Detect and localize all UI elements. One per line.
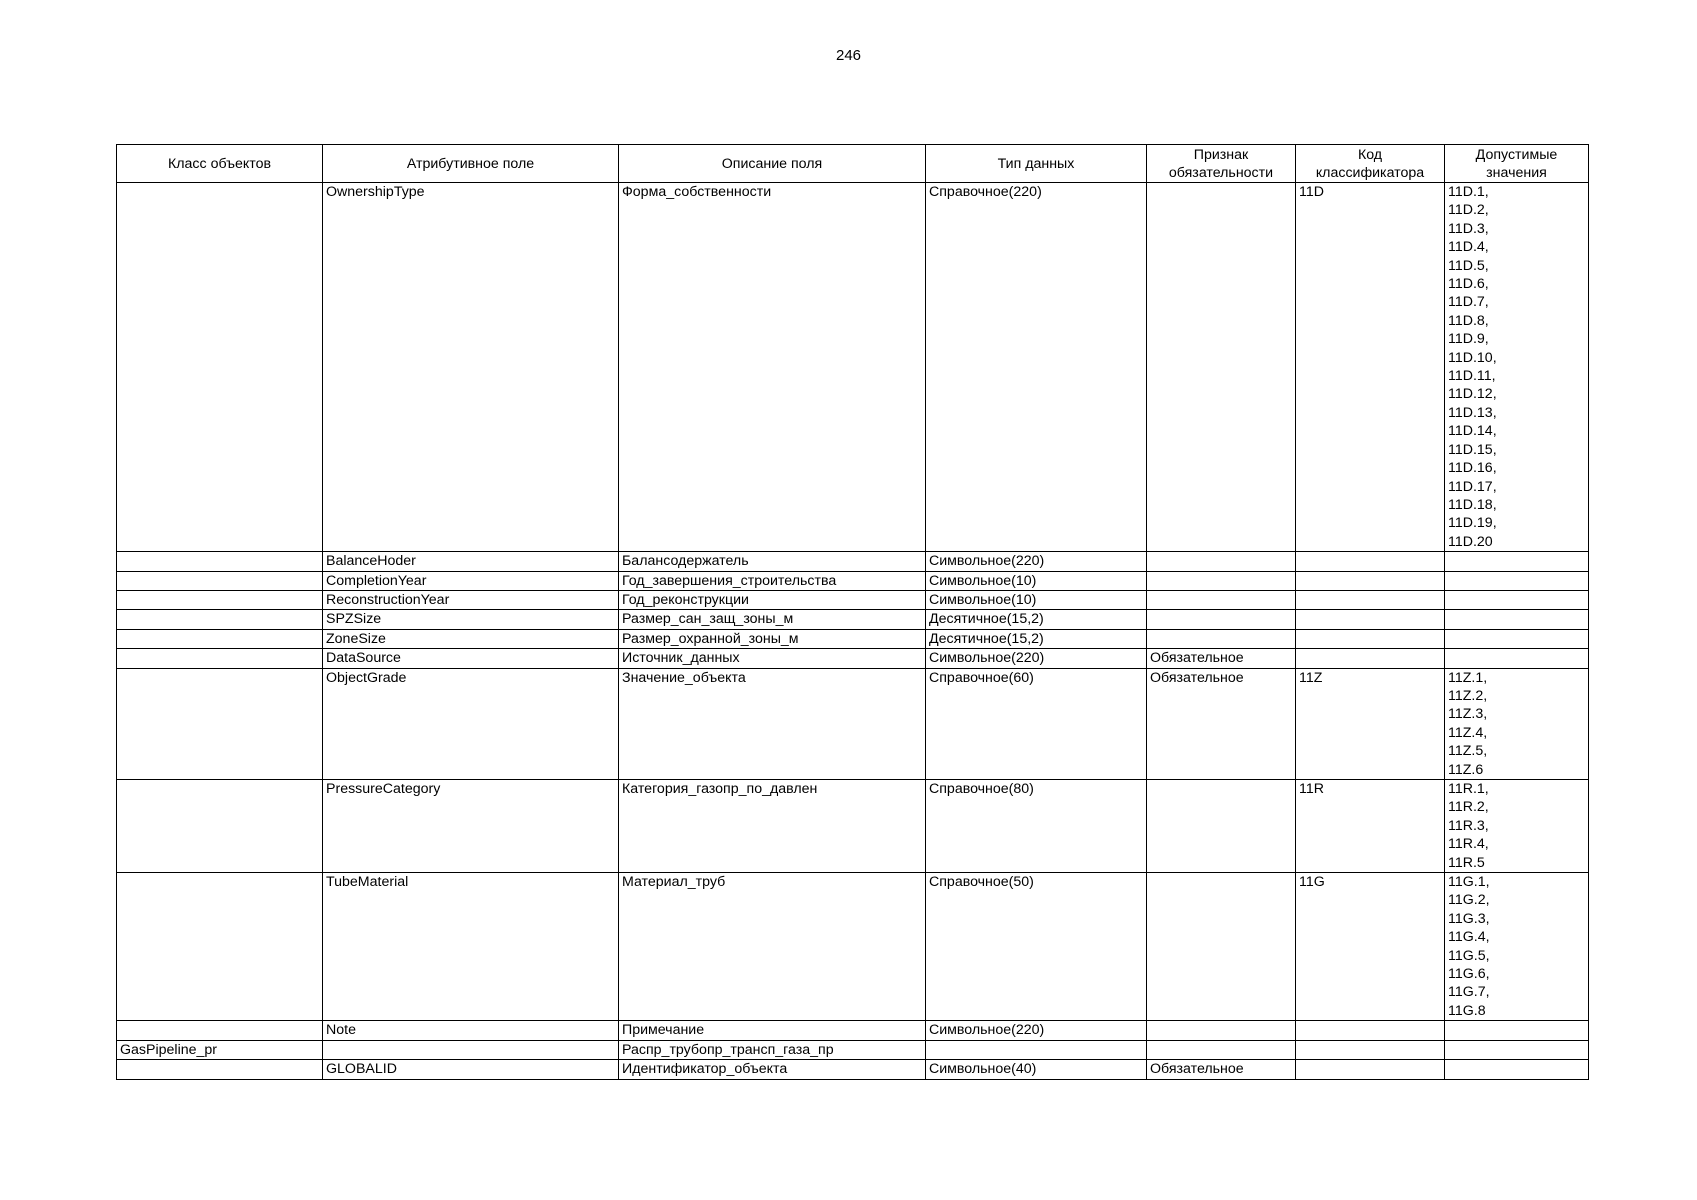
classifier-code-cell: [1296, 610, 1445, 629]
field-description-cell: Балансодержатель: [619, 552, 926, 571]
table-row: [117, 571, 1589, 590]
allowed-values-cell: 11G.1, 11G.2, 11G.3, 11G.4, 11G.5, 11G.6, 11G.7, 11G.8: [1445, 873, 1589, 1021]
field-description-cell: Идентификатор_объекта: [619, 1060, 926, 1079]
attribute-field-cell: DataSource: [323, 649, 619, 668]
object-class-cell: [117, 873, 323, 1021]
attribute-field-cell: GLOBALID: [323, 1060, 619, 1079]
table-row: [117, 1021, 1589, 1040]
table-row: [117, 629, 1589, 648]
table-header-row: [117, 145, 1589, 183]
allowed-values-cell: 11D.1, 11D.2, 11D.3, 11D.4, 11D.5, 11D.6, 11D.7, 11D.8, 11D.9, 11D.10, 11D.11, 11D.12, 11D.13, 11D.14, 11D.15, 11D.16, 11D.17, 11D.18, 11D.19, 11D.20: [1445, 183, 1589, 552]
field-description-cell: Распр_трубопр_трансп_газа_пр: [619, 1040, 926, 1059]
data-type-cell: Символьное(40): [926, 1060, 1147, 1079]
data-type-cell: Символьное(10): [926, 571, 1147, 590]
classifier-code-cell: [1296, 571, 1445, 590]
table-row: [117, 610, 1589, 629]
attribute-field-cell: PressureCategory: [323, 780, 619, 873]
data-type-cell: Десятичное(15,2): [926, 629, 1147, 648]
table-row: [117, 873, 1589, 1021]
mandatory-flag-cell: [1147, 183, 1296, 552]
field-description-cell: Категория_газопр_по_давлен: [619, 780, 926, 873]
data-type-cell: Десятичное(15,2): [926, 610, 1147, 629]
attribute-field-cell: [323, 1040, 619, 1059]
field-description-cell: Размер_охранной_зоны_м: [619, 629, 926, 648]
object-class-cell: [117, 552, 323, 571]
table-row: [117, 1060, 1589, 1079]
field-description-cell: Значение_объекта: [619, 668, 926, 779]
classifier-code-cell: 11R: [1296, 780, 1445, 873]
attribute-field-cell: TubeMaterial: [323, 873, 619, 1021]
data-type-cell: Символьное(220): [926, 649, 1147, 668]
table-row: [117, 1040, 1589, 1059]
allowed-values-cell: [1445, 610, 1589, 629]
data-type-cell: Справочное(80): [926, 780, 1147, 873]
header-allowed-values: Допустимые значения: [1445, 145, 1589, 183]
classifier-code-cell: 11D: [1296, 183, 1445, 552]
classifier-code-cell: [1296, 552, 1445, 571]
allowed-values-cell: [1445, 552, 1589, 571]
allowed-values-cell: [1445, 1060, 1589, 1079]
object-class-cell: [117, 183, 323, 552]
header-data-type: Тип данных: [926, 145, 1147, 183]
allowed-values-cell: [1445, 1021, 1589, 1040]
mandatory-flag-cell: [1147, 873, 1296, 1021]
data-type-cell: Символьное(10): [926, 590, 1147, 609]
field-description-cell: Размер_сан_защ_зоны_м: [619, 610, 926, 629]
field-description-cell: Год_реконструкции: [619, 590, 926, 609]
object-class-cell: [117, 668, 323, 779]
header-mandatory-flag: Признак обязательности: [1147, 145, 1296, 183]
object-class-cell: [117, 649, 323, 668]
allowed-values-cell: [1445, 649, 1589, 668]
classifier-code-cell: [1296, 1021, 1445, 1040]
classifier-code-cell: 11Z: [1296, 668, 1445, 779]
attribute-field-cell: Note: [323, 1021, 619, 1040]
classifier-code-cell: [1296, 1040, 1445, 1059]
attribute-field-cell: ReconstructionYear: [323, 590, 619, 609]
classifier-code-cell: [1296, 590, 1445, 609]
attribute-field-cell: SPZSize: [323, 610, 619, 629]
object-class-cell: [117, 1021, 323, 1040]
mandatory-flag-cell: Обязательное: [1147, 668, 1296, 779]
header-attribute-field: Атрибутивное поле: [323, 145, 619, 183]
classifier-code-cell: [1296, 1060, 1445, 1079]
allowed-values-cell: [1445, 629, 1589, 648]
allowed-values-cell: [1445, 571, 1589, 590]
mandatory-flag-cell: [1147, 629, 1296, 648]
field-description-cell: Материал_труб: [619, 873, 926, 1021]
field-description-cell: Год_завершения_строительства: [619, 571, 926, 590]
mandatory-flag-cell: [1147, 571, 1296, 590]
classifier-code-cell: 11G: [1296, 873, 1445, 1021]
mandatory-flag-cell: [1147, 610, 1296, 629]
mandatory-flag-cell: [1147, 1040, 1296, 1059]
table-row: [117, 649, 1589, 668]
data-type-cell: Справочное(50): [926, 873, 1147, 1021]
data-type-cell: [926, 1040, 1147, 1059]
mandatory-flag-cell: [1147, 1021, 1296, 1040]
table-row: [117, 183, 1589, 552]
attribute-field-cell: BalanceHoder: [323, 552, 619, 571]
page-number: 246: [835, 47, 862, 64]
attribute-field-cell: ZoneSize: [323, 629, 619, 648]
data-type-cell: Символьное(220): [926, 552, 1147, 571]
table-row: [117, 590, 1589, 609]
data-type-cell: Символьное(220): [926, 1021, 1147, 1040]
classifier-code-cell: [1296, 649, 1445, 668]
header-field-description: Описание поля: [619, 145, 926, 183]
table-row: [117, 668, 1589, 779]
allowed-values-cell: [1445, 1040, 1589, 1059]
classifier-code-cell: [1296, 629, 1445, 648]
attribute-field-cell: CompletionYear: [323, 571, 619, 590]
mandatory-flag-cell: [1147, 590, 1296, 609]
table-body: [117, 183, 1589, 1080]
mandatory-flag-cell: Обязательное: [1147, 649, 1296, 668]
allowed-values-cell: 11Z.1, 11Z.2, 11Z.3, 11Z.4, 11Z.5, 11Z.6: [1445, 668, 1589, 779]
object-class-cell: [117, 1060, 323, 1079]
object-class-cell: GasPipeline_pr: [117, 1040, 323, 1059]
allowed-values-cell: 11R.1, 11R.2, 11R.3, 11R.4, 11R.5: [1445, 780, 1589, 873]
mandatory-flag-cell: Обязательное: [1147, 1060, 1296, 1079]
attribute-field-cell: OwnershipType: [323, 183, 619, 552]
attribute-field-cell: ObjectGrade: [323, 668, 619, 779]
field-description-cell: Форма_собственности: [619, 183, 926, 552]
object-class-cell: [117, 610, 323, 629]
header-object-class: Класс объектов: [117, 145, 323, 183]
mandatory-flag-cell: [1147, 780, 1296, 873]
data-type-cell: Справочное(220): [926, 183, 1147, 552]
object-class-cell: [117, 590, 323, 609]
field-description-cell: Примечание: [619, 1021, 926, 1040]
object-class-cell: [117, 629, 323, 648]
allowed-values-cell: [1445, 590, 1589, 609]
object-class-cell: [117, 571, 323, 590]
table-row: [117, 780, 1589, 873]
data-type-cell: Справочное(60): [926, 668, 1147, 779]
header-classifier-code: Код классификатора: [1296, 145, 1445, 183]
object-class-cell: [117, 780, 323, 873]
field-description-cell: Источник_данных: [619, 649, 926, 668]
attribute-table: [116, 144, 1589, 1080]
table-row: [117, 552, 1589, 571]
mandatory-flag-cell: [1147, 552, 1296, 571]
